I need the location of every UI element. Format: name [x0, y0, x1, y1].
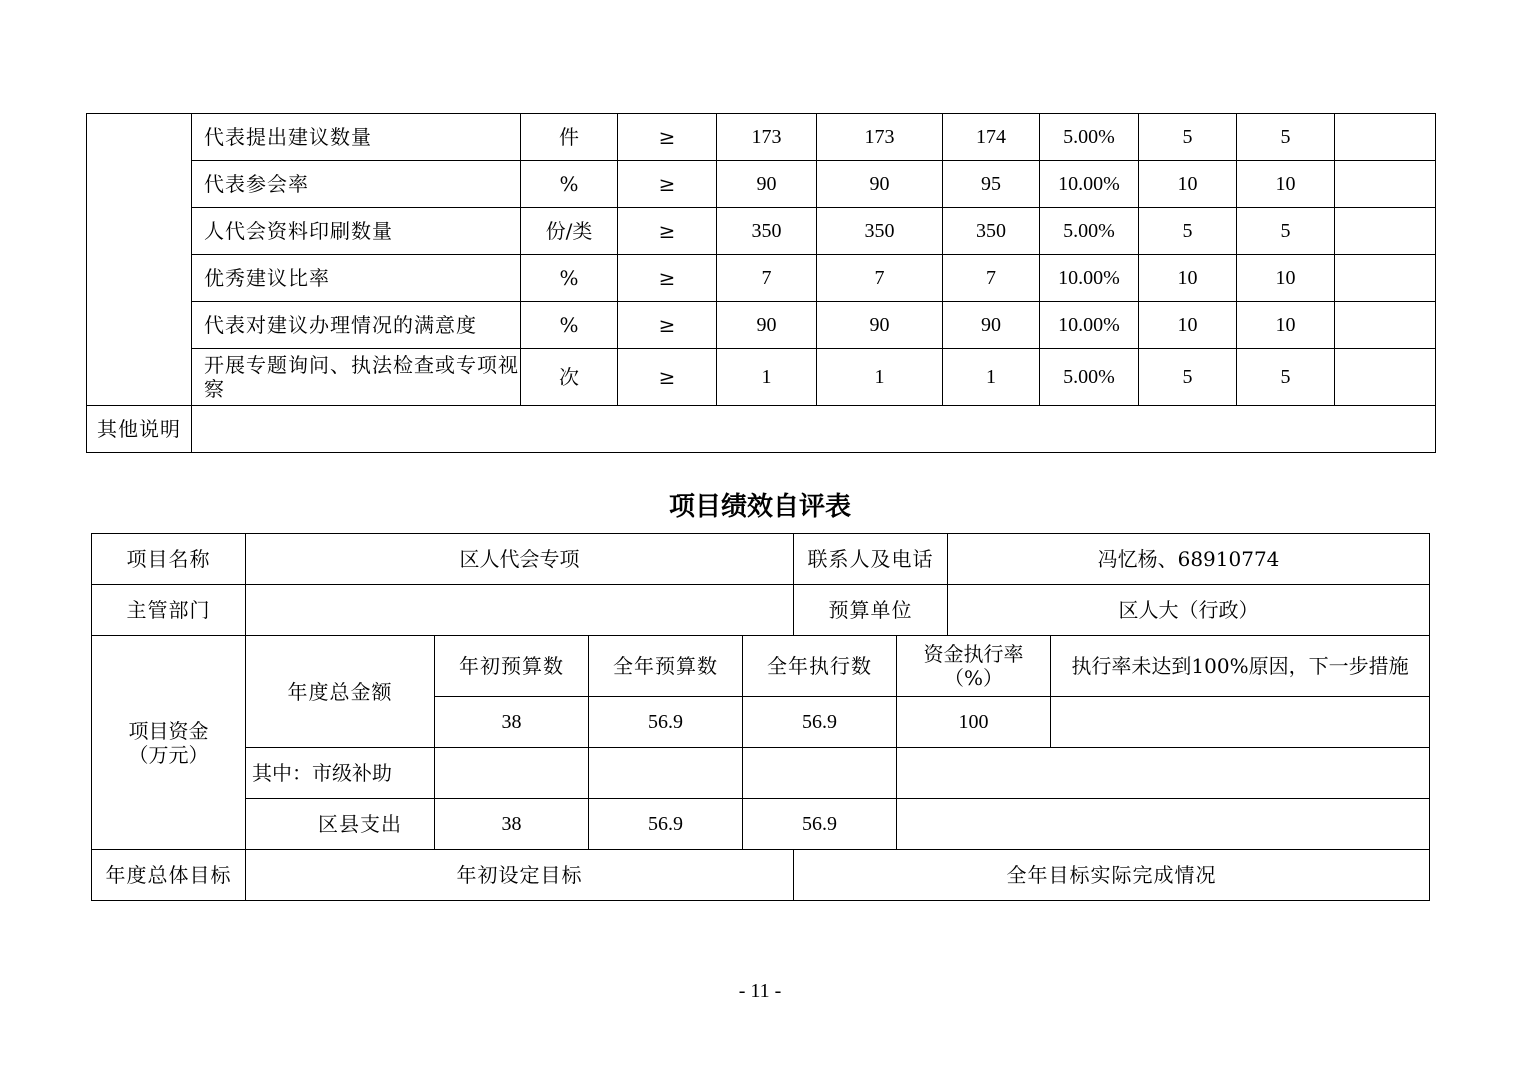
indicator-operator: ≥ [618, 161, 717, 208]
contact: 冯忆杨、68910774 [948, 534, 1430, 585]
city-remainder [897, 748, 1430, 799]
indicator-operator: ≥ [618, 302, 717, 349]
dept-value [246, 585, 794, 636]
goal-initial-label: 年初设定目标 [246, 850, 794, 901]
indicator-weight: 5.00% [1040, 349, 1139, 406]
annual-goal-label: 年度总体目标 [92, 850, 246, 901]
col-execution-rate-line1: 资金执行率 [923, 642, 1024, 666]
indicator-note [1335, 349, 1436, 406]
indicator-score-2: 10 [1237, 255, 1335, 302]
indicator-operator: ≥ [618, 349, 717, 406]
total-full: 56.9 [589, 697, 743, 748]
indicator-score-1: 5 [1139, 208, 1237, 255]
project-name-label: 项目名称 [92, 534, 246, 585]
indicator-note [1335, 255, 1436, 302]
col-reason: 执行率未达到100%原因，下一步措施 [1051, 636, 1430, 697]
indicator-value-2: 1 [817, 349, 943, 406]
indicator-value-3: 350 [943, 208, 1040, 255]
city-exec [743, 748, 897, 799]
performance-self-evaluation-table [91, 533, 1430, 901]
total-reason [1051, 697, 1430, 748]
indicator-name: 优秀建议比率 [192, 255, 521, 302]
indicator-name: 开展专题询问、执法检查或专项视察 [192, 349, 521, 406]
contact-label: 联系人及电话 [794, 534, 948, 585]
indicator-score-1: 10 [1139, 161, 1237, 208]
indicator-value-1: 90 [717, 161, 817, 208]
indicator-score-2: 10 [1237, 302, 1335, 349]
indicator-operator: ≥ [618, 114, 717, 161]
city-initial [435, 748, 589, 799]
indicator-value-3: 7 [943, 255, 1040, 302]
section-title: 项目绩效自评表 [668, 492, 851, 522]
indicator-note [1335, 114, 1436, 161]
col-execution-rate [897, 636, 1051, 697]
indicator-value-1: 350 [717, 208, 817, 255]
indicator-note [1335, 208, 1436, 255]
col-execution-rate-line2: （%） [943, 666, 1003, 690]
annual-total-label: 年度总金额 [246, 636, 435, 748]
col-full-execution: 全年执行数 [743, 636, 897, 697]
indicator-value-3: 95 [943, 161, 1040, 208]
col-full-budget: 全年预算数 [589, 636, 743, 697]
indicator-value-2: 350 [817, 208, 943, 255]
indicator-table [86, 113, 1436, 453]
indicator-weight: 5.00% [1040, 114, 1139, 161]
indicator-weight: 5.00% [1040, 208, 1139, 255]
indicator-weight: 10.00% [1040, 302, 1139, 349]
county-remainder [897, 799, 1430, 850]
total-initial: 38 [435, 697, 589, 748]
indicator-operator: ≥ [618, 255, 717, 302]
indicator-name: 代表提出建议数量 [192, 114, 521, 161]
total-exec: 56.9 [743, 697, 897, 748]
county-expense-label: 区县支出 [246, 799, 435, 850]
indicator-row [87, 208, 1436, 255]
indicator-unit: % [521, 302, 618, 349]
indicator-score-1: 5 [1139, 114, 1237, 161]
project-name: 区人代会专项 [246, 534, 794, 585]
indicator-unit: % [521, 161, 618, 208]
page-number: - 11 - [738, 980, 782, 1002]
other-notes-value [192, 406, 1436, 453]
indicator-note [1335, 161, 1436, 208]
indicator-unit: 次 [521, 349, 618, 406]
indicator-score-2: 5 [1237, 208, 1335, 255]
indicator-row [87, 302, 1436, 349]
total-rate: 100 [897, 697, 1051, 748]
city-full [589, 748, 743, 799]
col-initial-budget: 年初预算数 [435, 636, 589, 697]
indicator-value-2: 90 [817, 302, 943, 349]
goal-actual-label: 全年目标实际完成情况 [794, 850, 1430, 901]
indicator-value-3: 1 [943, 349, 1040, 406]
indicator-score-2: 10 [1237, 161, 1335, 208]
indicator-score-2: 5 [1237, 349, 1335, 406]
indicator-value-2: 7 [817, 255, 943, 302]
indicator-row [87, 114, 1436, 161]
county-full: 56.9 [589, 799, 743, 850]
indicator-value-3: 90 [943, 302, 1040, 349]
budget-unit-label: 预算单位 [794, 585, 948, 636]
indicator-unit: 件 [521, 114, 618, 161]
funds-label-line2: （万元） [128, 742, 209, 767]
indicator-score-1: 10 [1139, 255, 1237, 302]
funds-label-line1: 项目资金 [128, 718, 209, 743]
indicator-value-3: 174 [943, 114, 1040, 161]
indicator-row [87, 255, 1436, 302]
indicator-value-1: 7 [717, 255, 817, 302]
indicator-name: 代表对建议办理情况的满意度 [192, 302, 521, 349]
indicator-note [1335, 302, 1436, 349]
indicator-name: 代表参会率 [192, 161, 521, 208]
county-exec: 56.9 [743, 799, 897, 850]
indicator-operator: ≥ [618, 208, 717, 255]
dept-label: 主管部门 [92, 585, 246, 636]
indicator-score-1: 5 [1139, 349, 1237, 406]
indicator-category-cell [87, 114, 192, 406]
indicator-unit: 份/类 [521, 208, 618, 255]
city-subsidy-label: 其中：市级补助 [246, 748, 435, 799]
other-notes-label: 其他说明 [87, 406, 192, 453]
funds-label [92, 636, 246, 850]
indicator-value-2: 173 [817, 114, 943, 161]
indicator-row [87, 161, 1436, 208]
county-initial: 38 [435, 799, 589, 850]
indicator-score-2: 5 [1237, 114, 1335, 161]
indicator-unit: % [521, 255, 618, 302]
indicator-score-1: 10 [1139, 302, 1237, 349]
budget-unit: 区人大（行政） [948, 585, 1430, 636]
indicator-value-2: 90 [817, 161, 943, 208]
other-notes-row [87, 406, 1436, 453]
indicator-value-1: 1 [717, 349, 817, 406]
indicator-value-1: 173 [717, 114, 817, 161]
indicator-value-1: 90 [717, 302, 817, 349]
indicator-weight: 10.00% [1040, 255, 1139, 302]
indicator-row [87, 349, 1436, 406]
indicator-name: 人代会资料印刷数量 [192, 208, 521, 255]
indicator-weight: 10.00% [1040, 161, 1139, 208]
